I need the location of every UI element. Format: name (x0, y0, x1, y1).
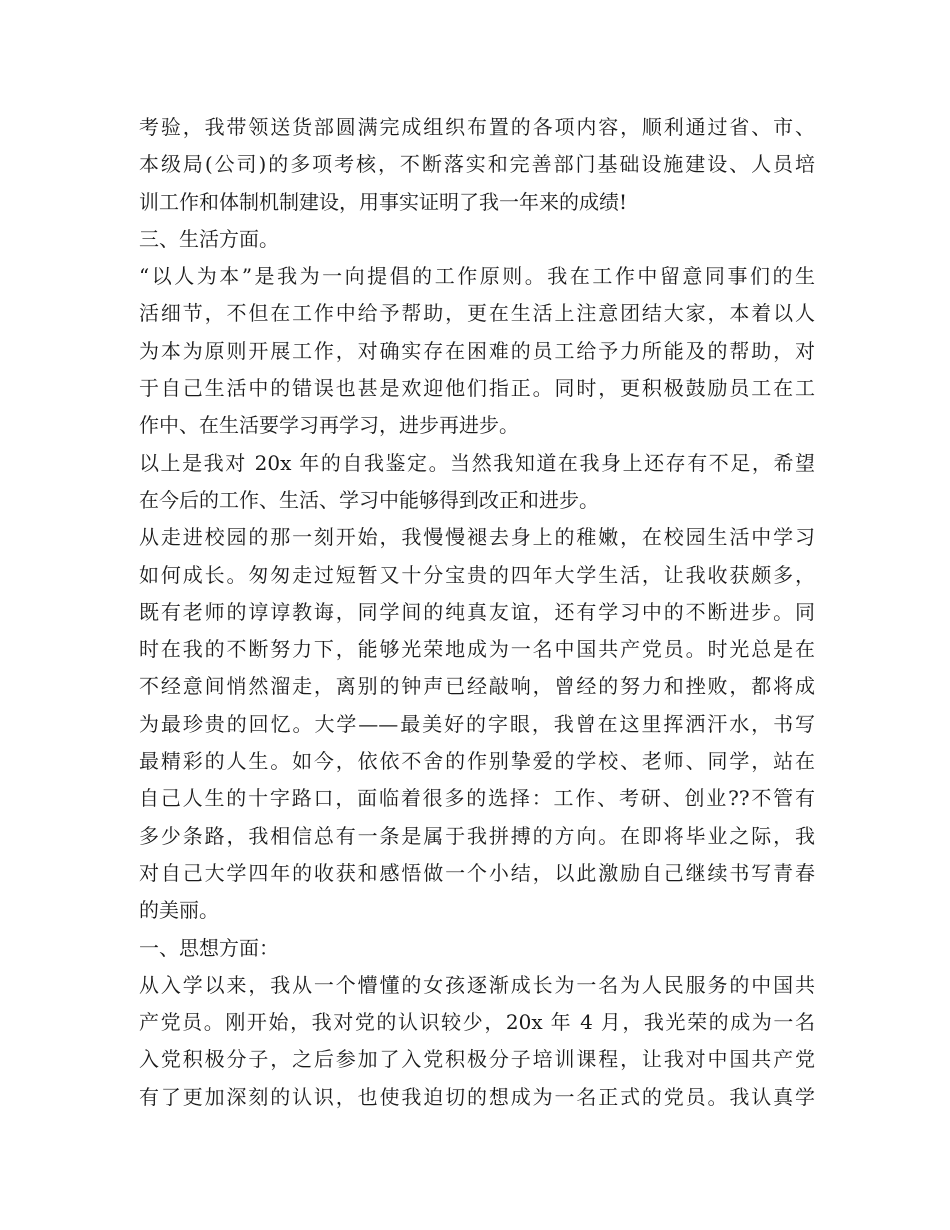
text-line: 一、思想方面： (139, 935, 279, 960)
text-line: 训工作和体制机制建设，用事实证明了我一年来的成绩! (139, 189, 628, 214)
text-line: 产党员。刚开始，我对党的认识较少，20x 年 4 月，我光荣的成为一名 (139, 1010, 815, 1035)
text-line: 入党积极分子，之后参加了入党积极分子培训课程，让我对中国共产党 (139, 1047, 815, 1072)
text-line: 自己人生的十字路口，面临着很多的选择：工作、考研、创业??不管有 (139, 786, 815, 811)
text-line: 从走进校园的那一刻开始，我慢慢褪去身上的稚嫩，在校园生活中学习 (139, 525, 815, 550)
text-line: 多少条路，我相信总有一条是属于我拼搏的方向。在即将毕业之际，我 (139, 823, 815, 848)
text-line: 如何成长。匆匆走过短暂又十分宝贵的四年大学生活，让我收获颇多， (139, 562, 815, 587)
text-line: 在今后的工作、生活、学习中能够得到改正和进步。 (139, 487, 599, 512)
text-line: 时在我的不断努力下，能够光荣地成为一名中国共产党员。时光总是在 (139, 637, 815, 662)
text-line: 有了更加深刻的认识，也使我迫切的想成为一名正式的党员。我认真学 (139, 1084, 815, 1109)
text-line: 不经意间悄然溜走，离别的钟声已经敲响，曾经的努力和挫败，都将成 (139, 674, 815, 699)
text-line: 对自己大学四年的收获和感悟做一个小结，以此激励自己继续书写青春 (139, 860, 815, 885)
text-line: 的美丽。 (139, 898, 219, 923)
text-line: “以人为本”是我为一向提倡的工作原则。我在工作中留意同事们的生 (139, 264, 815, 289)
document-body (139, 109, 815, 1116)
text-line: 三、生活方面。 (139, 226, 279, 251)
text-line: 于自己生活中的错误也甚是欢迎他们指正。同时，更积极鼓励员工在工 (139, 376, 815, 401)
text-line: 以上是我对 20x 年的自我鉴定。当然我知道在我身上还存有不足，希望 (139, 450, 815, 475)
text-line: 为最珍贵的回忆。大学——最美好的字眼，我曾在这里挥洒汗水，书写 (139, 711, 815, 736)
text-line: 为本为原则开展工作，对确实存在困难的员工给予力所能及的帮助，对 (139, 338, 815, 363)
text-line: 既有老师的谆谆教诲，同学间的纯真友谊，还有学习中的不断进步。同 (139, 599, 815, 624)
text-line: 考验，我带领送货部圆满完成组织布置的各项内容，顺利通过省、市、 (139, 115, 815, 139)
text-line: 本级局(公司)的多项考核，不断落实和完善部门基础设施建设、人员培 (139, 152, 815, 177)
text-line: 从入学以来，我从一个懵懂的女孩逐渐成长为一名为人民服务的中国共 (139, 972, 815, 997)
text-line: 活细节，不但在工作中给予帮助，更在生活上注意团结大家，本着以人 (139, 301, 815, 326)
text-line: 最精彩的人生。如今，依依不舍的作别挚爱的学校、老师、同学，站在 (139, 749, 815, 774)
text-line: 作中、在生活要学习再学习，进步再进步。 (139, 413, 519, 438)
